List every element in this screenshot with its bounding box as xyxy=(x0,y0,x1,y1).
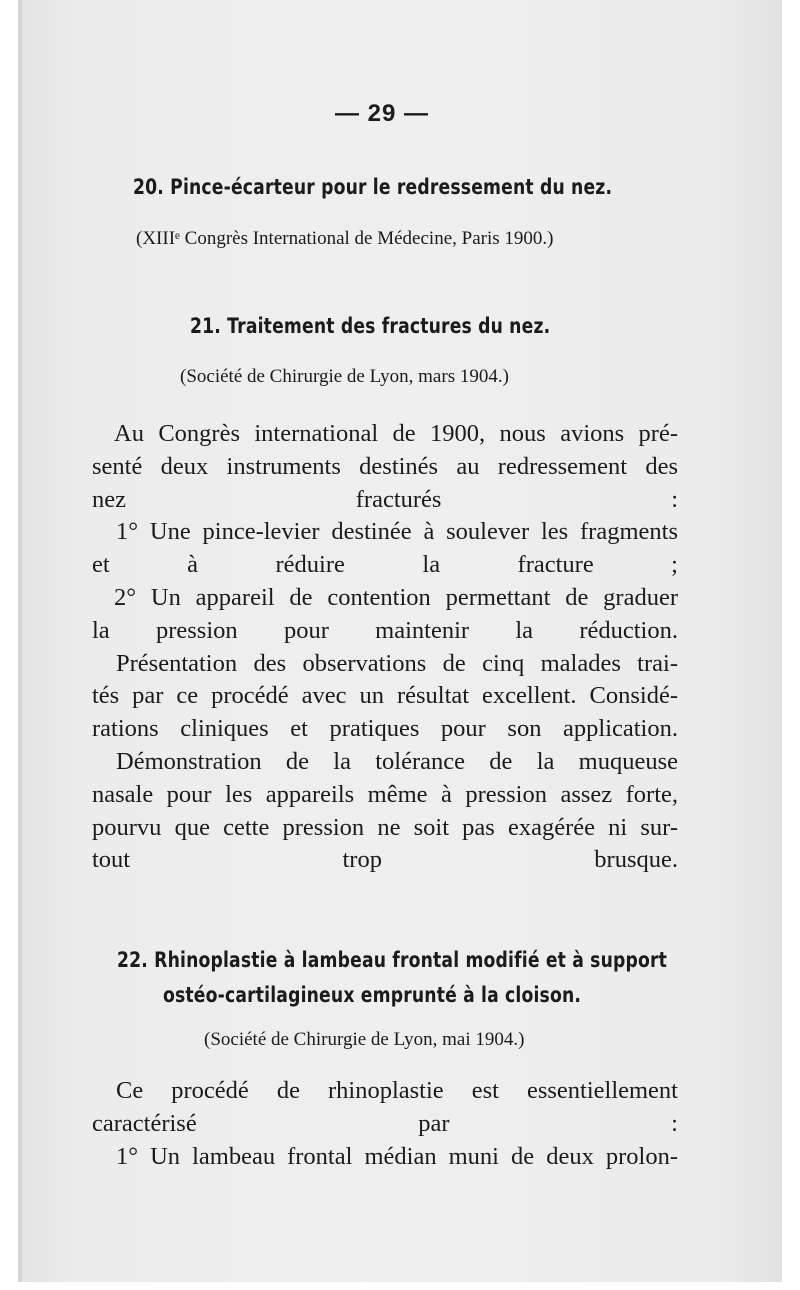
section-20-source: (XIIIᵉ Congrès International de Médecine, Paris 1900.) xyxy=(136,228,554,249)
body-line: nasale pour les appareils même à pression assez forte, xyxy=(92,780,678,808)
page-number: — 29 — xyxy=(334,100,430,127)
body-line: Au Congrès international de 1900, nous avions pré- xyxy=(114,420,678,447)
body-line: caractérisé par : xyxy=(92,1109,678,1137)
section-21-body xyxy=(92,418,678,877)
body-line: et à réduire la fracture ; xyxy=(92,551,678,579)
body-line: rations cliniques et pratiques pour son application. xyxy=(92,715,678,743)
body-line: 1° Une pince-levier destinée à soulever les fragments xyxy=(116,518,678,546)
section-22-source: (Société de Chirurgie de Lyon, mai 1904.) xyxy=(204,1029,525,1050)
section-20-title: 20. Pince-écarteur pour le redressement du nez. xyxy=(133,175,613,199)
page-edge xyxy=(18,0,22,1282)
body-line: Démonstration de la tolérance de la muqueuse xyxy=(116,747,678,775)
section-21-title: 21. Traitement des fractures du nez. xyxy=(190,314,551,338)
body-line: la pression pour maintenir la réduction. xyxy=(92,616,678,644)
section-22-title-line-2: ostéo-cartilagineux emprunté à la cloison. xyxy=(163,983,582,1007)
body-line: tout trop brusque. xyxy=(92,846,678,874)
section-22-body xyxy=(92,1075,678,1173)
body-line: senté deux instruments destinés au redressement des xyxy=(92,452,678,480)
body-line: tés par ce procédé avec un résultat excellent. Considé- xyxy=(92,682,678,710)
section-21-source: (Société de Chirurgie de Lyon, mars 1904.) xyxy=(180,366,509,387)
body-line: Présentation des observations de cinq malades trai- xyxy=(116,649,678,677)
body-line: Ce procédé de rhinoplastie est essentiellement xyxy=(116,1077,678,1104)
body-line: pourvu que cette pression ne soit pas exagérée ni sur- xyxy=(92,813,678,841)
body-line: 2° Un appareil de contention permettant de graduer xyxy=(114,583,678,611)
section-22-title-line-1: 22. Rhinoplastie à lambeau frontal modifié et à support xyxy=(117,948,668,972)
body-line: 1° Un lambeau frontal médian muni de deux prolon- xyxy=(116,1142,678,1170)
body-line: nez fracturés : xyxy=(92,485,678,513)
